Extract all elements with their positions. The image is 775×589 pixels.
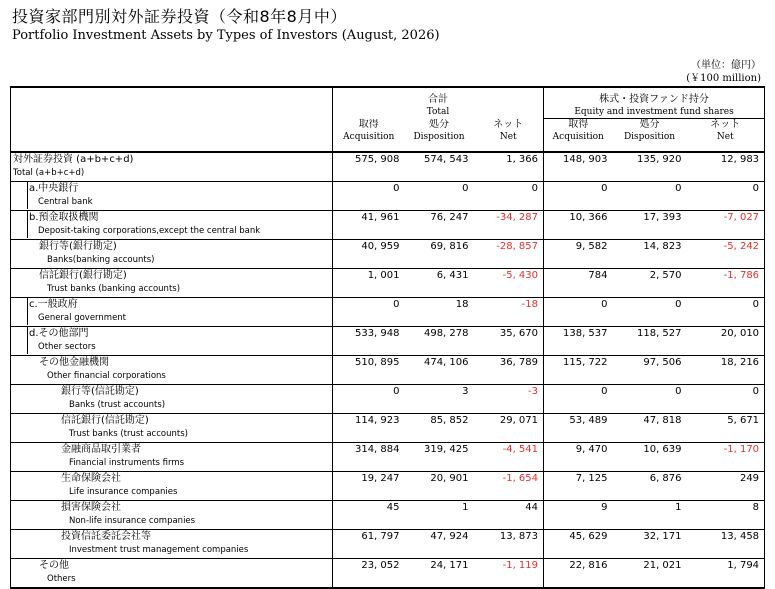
row-label-jp: その他金融機関 [39,356,109,368]
header-total [333,87,544,119]
table-cell: 1 [405,500,474,529]
row-label-jp: 信託銀行(信託勘定) [61,414,149,426]
header-equity [544,87,765,119]
table-cell: 249 [687,471,765,500]
row-label-en: Life insurance companies [69,486,178,497]
header-total-en: Total [426,107,450,117]
table-cell: 0 [687,181,765,210]
table-cell: 2, 570 [613,268,687,297]
row-label-en: Trust banks (banking accounts) [47,283,181,294]
table-cell: 114, 923 [333,413,405,442]
unit-label-en: (￥100 million) [686,73,761,84]
table-row [11,152,765,182]
table-cell: 575, 908 [354,153,400,165]
col-equity-acq-jp: 取得 [568,119,589,130]
row-label [11,355,333,384]
table-cell: 0 [544,297,613,326]
table-cell: 0 [613,384,687,413]
investment-table [10,86,765,589]
table-cell: 148, 903 [562,153,608,165]
table-cell: 36, 789 [474,355,544,384]
table-cell: 21, 021 [613,558,687,588]
page-subtitle: Portfolio Investment Assets by Types of Investors (August, 2026) [12,28,440,43]
table-cell: 24, 171 [405,558,474,588]
table-row [11,558,765,588]
table-cell: 41, 961 [333,210,405,239]
table-cell: 135, 920 [636,153,682,165]
table-row [11,239,765,268]
row-label [11,558,333,588]
row-label [11,239,333,268]
col-equity-disp-jp: 処分 [639,119,660,130]
table-cell: 47, 818 [613,413,687,442]
row-label-jp: c.一般政府 [27,298,332,312]
table-cell: 23, 052 [333,558,405,588]
table-row [11,326,765,355]
row-label-jp: 銀行等(銀行勘定) [39,240,117,252]
row-label [11,529,333,558]
table-row [11,500,765,529]
table-cell: 0 [687,384,765,413]
table-cell: 115, 722 [544,355,613,384]
col-equity-disp-en: Disposition [623,132,676,142]
table-cell: 0 [333,384,405,413]
table-row [11,384,765,413]
table-cell: 319, 425 [405,442,474,471]
table-cell: 97, 506 [613,355,687,384]
table-cell: 0 [544,181,613,210]
table-cell: 118, 527 [613,326,687,355]
table-cell: 9, 470 [544,442,613,471]
table-cell: 5, 671 [687,413,765,442]
table-cell: 9, 582 [544,239,613,268]
row-label-jp: b.預金取扱機関 [27,211,332,225]
col-equity-acq-en: Acquisition [552,132,604,142]
table-cell: 29, 071 [474,413,544,442]
table-cell: 0 [405,181,474,210]
col-equity-net [687,119,765,152]
table-cell: 3 [405,384,474,413]
table-cell: 18 [405,297,474,326]
col-equity-net-en: Net [716,132,734,142]
table-cell: -7, 027 [687,210,765,239]
row-label-en: Banks (trust accounts) [69,399,166,410]
unit-label: （単位：億円） [691,60,761,71]
table-cell: 76, 247 [405,210,474,239]
col-total-net [474,119,544,152]
col-total-net-en: Net [499,131,517,142]
header-equity-en: Equity and investment fund shares [574,107,734,117]
row-label-jp: 損害保険会社 [61,501,121,513]
row-label [11,500,333,529]
table-row [11,268,765,297]
table-cell: 45 [333,500,405,529]
row-label [11,326,333,355]
table-cell: 6, 431 [405,268,474,297]
row-label-en: Investment trust management companies [69,544,249,555]
table-cell: 0 [613,181,687,210]
table-cell: 44 [474,500,544,529]
table-cell: 12, 983 [687,152,765,182]
table-cell: 138, 537 [544,326,613,355]
row-label [11,471,333,500]
table-cell: 10, 639 [613,442,687,471]
row-label-jp: 信託銀行(銀行勘定) [39,269,127,281]
col-total-acq-en: Acquisition [343,131,395,142]
header-row-groups [11,87,765,119]
row-label-en: Total (a+b+c+d) [13,167,85,178]
table-cell: 0 [544,384,613,413]
table-cell: 47, 924 [405,529,474,558]
row-label-en: Deposit-taking corporations,except the central bank [27,225,332,238]
table-cell: -3 [474,384,544,413]
row-label-jp: d.その他部門 [27,327,332,341]
row-label [11,384,333,413]
row-label [11,210,333,239]
table-cell: 22, 816 [544,558,613,588]
table-cell: 18, 216 [687,355,765,384]
table-cell: 20, 010 [687,326,765,355]
table-cell: 10, 366 [544,210,613,239]
table-cell: 13, 458 [687,529,765,558]
table-row [11,355,765,384]
table-cell: 40, 959 [333,239,405,268]
table-cell: -5, 430 [474,268,544,297]
row-label-jp: a.中央銀行 [27,182,332,196]
table-row [11,442,765,471]
table-cell: 6, 876 [613,471,687,500]
table-cell: 498, 278 [405,326,474,355]
table-cell: 1, 794 [687,558,765,588]
table-cell: 1, 001 [333,268,405,297]
row-label [11,181,333,210]
col-total-disp-jp: 処分 [429,118,449,130]
table-cell: 314, 884 [333,442,405,471]
table-row [11,413,765,442]
table-cell: -34, 287 [474,210,544,239]
row-label-jp: 銀行等(信託勘定) [61,385,139,397]
table-cell: 13, 873 [474,529,544,558]
table-row [11,529,765,558]
row-label-jp: 投資信託委託会社等 [61,530,151,542]
row-label-en: Financial instruments firms [69,457,185,468]
row-label-en: Other financial corporations [47,370,166,381]
table-cell: 784 [544,268,613,297]
table-cell: 574, 543 [423,153,469,165]
row-label-jp: 生命保険会社 [61,472,121,484]
table-cell: 8 [687,500,765,529]
col-equity-net-jp: ネット [710,119,741,130]
table-cell: 9 [544,500,613,529]
col-total-acq [333,119,405,152]
header-corner [11,87,333,119]
table-cell: 1 [613,500,687,529]
col-total-disp-en: Disposition [413,131,465,142]
table-cell: -5, 242 [687,239,765,268]
table-cell: 35, 670 [474,326,544,355]
table-cell: 19, 247 [333,471,405,500]
row-label [11,268,333,297]
table-cell: 53, 489 [544,413,613,442]
table-cell: 0 [687,297,765,326]
row-label-en: Trust banks (trust accounts) [69,428,188,439]
row-label-en: General government [27,312,332,325]
table-cell: -18 [474,297,544,326]
table-cell: 20, 901 [405,471,474,500]
table-row [11,297,765,326]
row-label-en: Others [47,573,76,584]
table-row [11,210,765,239]
table-cell: -28, 857 [474,239,544,268]
table-cell: 474, 106 [405,355,474,384]
row-label-en: Banks(banking accounts) [47,254,155,265]
col-total-acq-jp: 取得 [358,118,379,130]
page-title: 投資家部門別対外証券投資（令和8年8月中） [12,7,347,26]
row-label-jp: 金融商品取引業者 [61,443,141,455]
table-cell: 0 [333,297,405,326]
col-total-disp [405,119,474,152]
row-label-en: Non-life insurance companies [69,515,196,526]
table-cell: -1, 170 [687,442,765,471]
col-equity-acq [544,119,613,152]
table-cell: 17, 393 [613,210,687,239]
table-cell: -1, 654 [474,471,544,500]
table-cell: 61, 797 [333,529,405,558]
row-label [11,413,333,442]
table-cell: 32, 171 [613,529,687,558]
table-cell: 14, 823 [613,239,687,268]
row-label-en: Other sectors [27,341,332,354]
row-label-en: Central bank [27,196,332,209]
table-cell: 533, 948 [333,326,405,355]
col-total-net-jp: ネット [493,118,524,130]
table-cell: 85, 852 [405,413,474,442]
header-equity-jp: 株式・投資ファンド持分 [599,94,709,105]
table-cell: -1, 119 [474,558,544,588]
table-cell: 0 [474,181,544,210]
header-row-columns [11,119,765,152]
col-equity-disp [613,119,687,152]
table-cell: -1, 786 [687,268,765,297]
table-cell: -4, 541 [474,442,544,471]
table-cell: 7, 125 [544,471,613,500]
row-label-jp: 対外証券投資 (a+b+c+d) [13,153,134,165]
table-cell: 69, 816 [405,239,474,268]
header-total-jp: 合計 [428,94,448,105]
table-cell: 0 [613,297,687,326]
header-label-cell [11,119,333,152]
table-cell: 0 [333,181,405,210]
row-label-jp: その他 [39,559,69,571]
row-label [11,297,333,326]
row-label [11,152,333,182]
table-row [11,471,765,500]
table-cell: 45, 629 [544,529,613,558]
table-cell: 510, 895 [333,355,405,384]
row-label [11,442,333,471]
table-cell: 1, 366 [474,152,544,182]
table-row [11,181,765,210]
